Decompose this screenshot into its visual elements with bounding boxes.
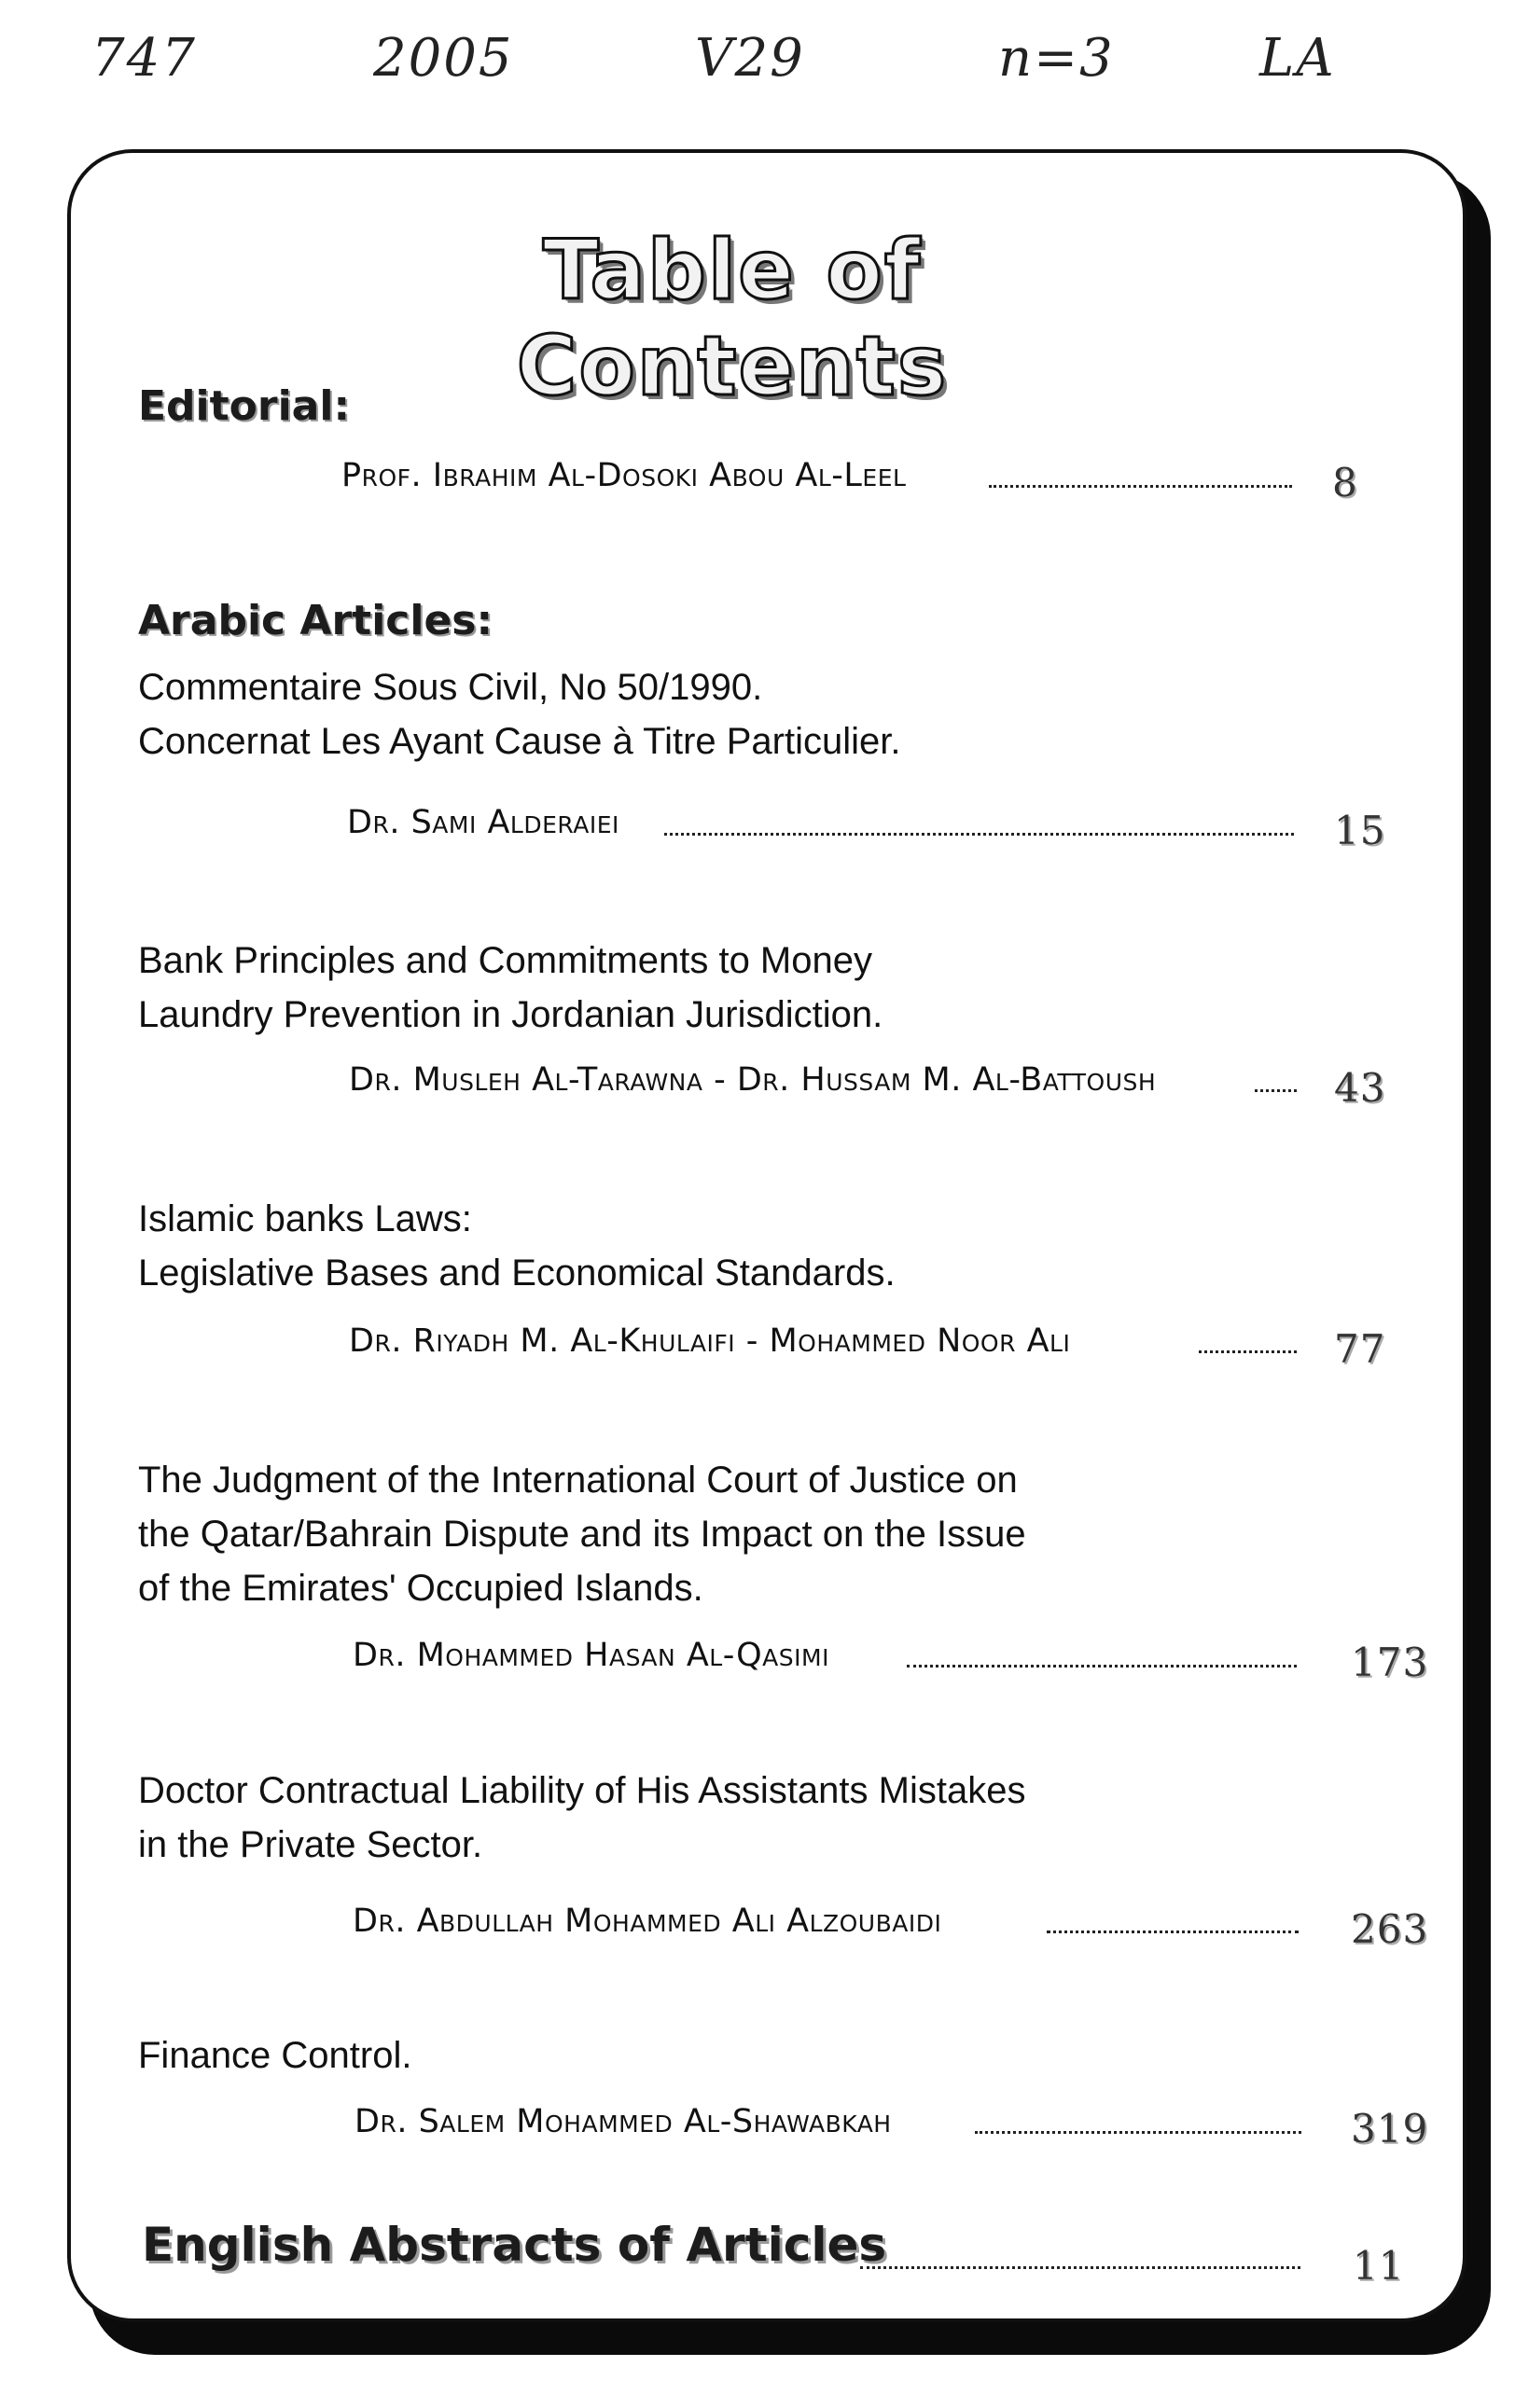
page-title: Table of Contents xyxy=(516,222,949,414)
entry-title-line: Doctor Contractual Liability of His Assistants Mistakes xyxy=(138,1770,1026,1811)
leader-dots xyxy=(989,485,1292,488)
page-number: 8 xyxy=(1332,460,1358,505)
entry-title-line: in the Private Sector. xyxy=(138,1824,483,1865)
leader-dots xyxy=(860,2266,1300,2269)
entry-title-line: Finance Control. xyxy=(138,2035,412,2076)
handwritten-note: 2005 xyxy=(373,28,514,89)
entry-title-line: Commentaire Sous Civil, No 50/1990. xyxy=(138,667,763,708)
entry-author: Dr. Sami Alderaiei xyxy=(347,804,619,841)
leader-dots xyxy=(664,833,1294,836)
section-heading-editorial: Editorial: xyxy=(138,382,351,430)
entry-author: Dr. Salem Mohammed Al-Shawabkah xyxy=(354,2103,892,2140)
entry-title-line: of the Emirates' Occupied Islands. xyxy=(138,1568,703,1609)
entry-title-line: Laundry Prevention in Jordanian Jurisdiction. xyxy=(138,994,883,1035)
handwritten-note: 747 xyxy=(91,28,197,89)
entry-author: Dr. Abdullah Mohammed Ali Alzoubaidi xyxy=(353,1903,942,1940)
entry-author: Prof. Ibrahim Al-Dosoki Abou Al-Leel xyxy=(341,457,907,494)
page-number: 11 xyxy=(1353,2243,1405,2289)
handwritten-note: LA xyxy=(1259,28,1336,89)
entry-author: Dr. Riyadh M. Al-Khulaifi - Mohammed Noor Ali xyxy=(349,1322,1071,1360)
page-number: 173 xyxy=(1351,1640,1429,1685)
entry-author: Dr. Musleh Al-Tarawna - Dr. Hussam M. Al-Battoush xyxy=(349,1061,1157,1099)
page-number: 319 xyxy=(1351,2106,1429,2152)
handwritten-note: n=3 xyxy=(998,28,1115,89)
entry-title-line: Bank Principles and Commitments to Money xyxy=(138,940,872,981)
leader-dots xyxy=(1199,1350,1297,1353)
handwritten-note: V29 xyxy=(695,28,805,89)
entry-title-line: Concernat Les Ayant Cause à Titre Particulier. xyxy=(138,721,901,762)
page-number: 15 xyxy=(1334,808,1386,853)
entry-title-line: Islamic banks Laws: xyxy=(138,1198,472,1239)
page-number: 43 xyxy=(1334,1065,1386,1111)
page-number: 77 xyxy=(1334,1326,1386,1372)
entry-author: Dr. Mohammed Hasan Al-Qasimi xyxy=(353,1637,829,1674)
english-abstracts-heading: English Abstracts of Articles xyxy=(142,2218,887,2272)
leader-dots xyxy=(975,2131,1301,2134)
section-heading-arabic-articles: Arabic Articles: xyxy=(138,597,493,644)
entry-title-line: the Qatar/Bahrain Dispute and its Impact on the Issue xyxy=(138,1514,1026,1555)
leader-dots xyxy=(907,1665,1297,1668)
entry-title-line: Legislative Bases and Economical Standards. xyxy=(138,1252,896,1294)
leader-dots xyxy=(1047,1931,1299,1933)
leader-dots xyxy=(1255,1089,1297,1092)
entry-title-line: The Judgment of the International Court of Justice on xyxy=(138,1460,1018,1501)
page-number: 263 xyxy=(1351,1906,1429,1952)
